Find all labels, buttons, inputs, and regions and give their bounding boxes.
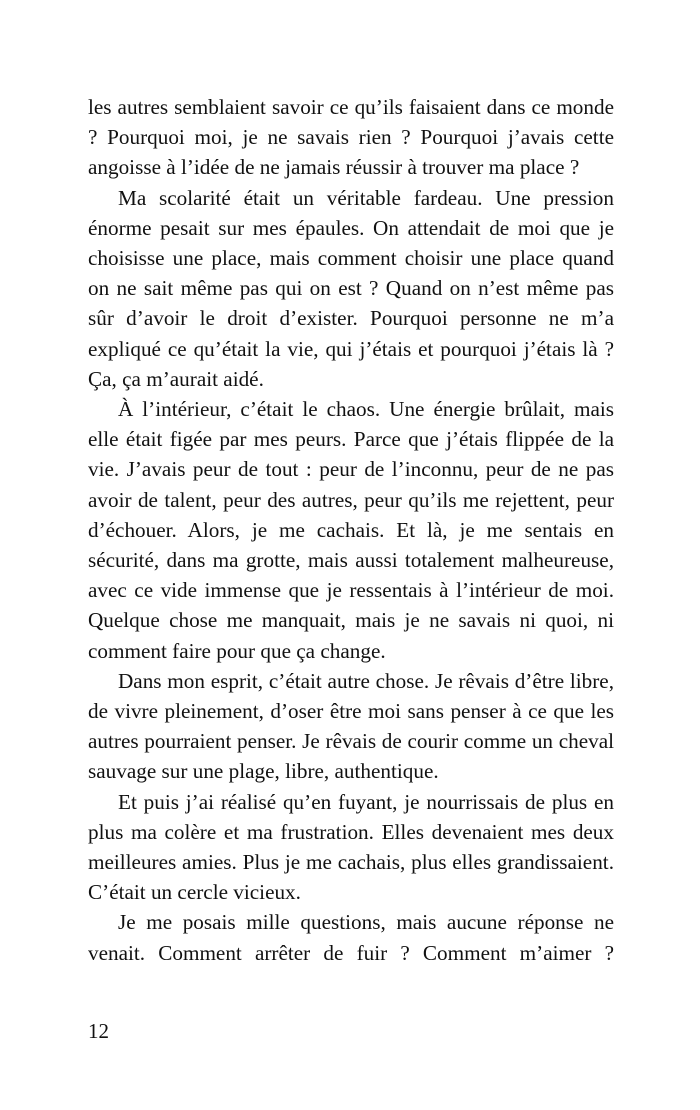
- paragraph-scolarite: Ma scolarité était un véritable fardeau. Une pression énorme pesait sur mes épaules. On attendait de moi que je choisisse une place, mais comment choisir une place quand on ne sait même pas qui on est ? Quand on n’est même pas sûr d’avoir le droit d’exister. Pourquoi personne ne m’a expliqué ce qu’était la vie, qui j’étais et pourquoi j’étais là ? Ça, ça m’aurait aidé.: [88, 185, 614, 391]
- page-number: 12: [88, 1019, 109, 1043]
- paragraph-continued: les autres semblaient savoir ce qu’ils faisaient dans ce monde ? Pourquoi moi, je ne savais rien ? Pourquoi j’avais cette angoisse à l’idée de ne jamais réussir à trouver ma place ?: [88, 95, 614, 180]
- body-text: [88, 92, 614, 968]
- paragraph-questions: Je me posais mille questions, mais aucune réponse ne venait. Comment arrêter de fuir ? Comment m’aimer ?: [88, 910, 614, 965]
- paragraph-esprit: Dans mon esprit, c’était autre chose. Je rêvais d’être libre, de vivre pleinement, d’oser être moi sans penser à ce que les autres pourraient penser. Je rêvais de courir comme un cheval sauvage sur une plage, libre, authentique.: [88, 668, 614, 784]
- paragraph-chaos: À l’intérieur, c’était le chaos. Une énergie brûlait, mais elle était figée par mes peurs. Parce que j’étais flippée de la vie. J’avais peur de tout : peur de l’inconnu, peur de ne pas avoir de talent, peur des autres, peur qu’ils me rejettent, peur d’échouer. Alors, je me cachais. Et là, je me sentais en sécurité, dans ma grotte, mais aussi totalement malheureuse, avec ce vide immense que je ressentais à l’intérieur de moi. Quelque chose me manquait, mais je ne savais ni quoi, ni comment faire pour que ça change.: [88, 397, 614, 663]
- paragraph-fuyant: Et puis j’ai réalisé qu’en fuyant, je nourrissais de plus en plus ma colère et ma frustration. Elles devenaient mes deux meilleures amies. Plus je me cachais, plus elles grandissaient. C’était un cercle vicieux.: [88, 789, 614, 905]
